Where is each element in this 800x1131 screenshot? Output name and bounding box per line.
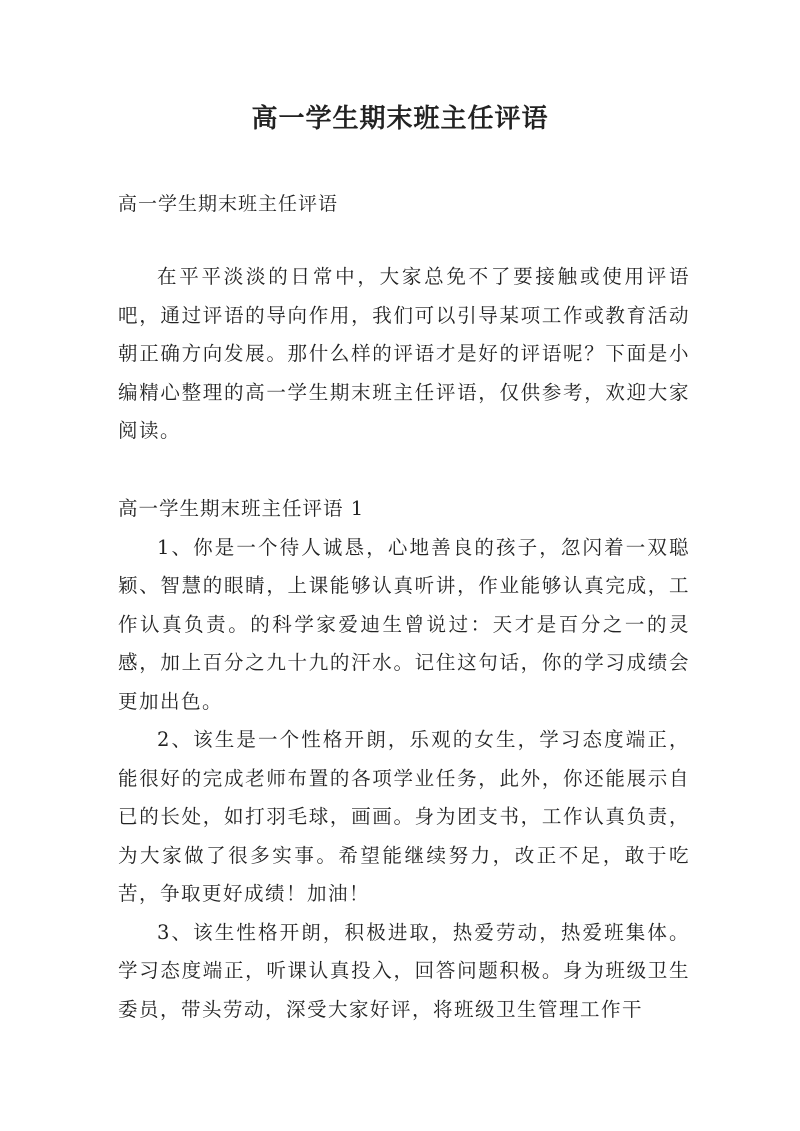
comment-paragraph-3: 3、该生性格开朗，积极进取，热爱劳动，热爱班集体。学习态度端正，听课认真投入，回答问题积极。身为班级卫生委员，带头劳动，深受大家好评，将班级卫生管理工作干 [118, 920, 690, 1021]
document-title: 高一学生期末班主任评语 [251, 104, 549, 134]
comment-paragraph-1: 1、你是一个待人诚恳，心地善良的孩子，忽闪着一双聪颖、智慧的眼睛，上课能够认真听讲，作业能够认真完成，工作认真负责。的科学家爱迪生曾说过：天才是百分之一的灵感，加上百分之九十九的汗水。记住这句话，你的学习成绩会更加出色。 [118, 535, 690, 713]
intro-block [118, 258, 690, 451]
document-subtitle: 高一学生期末班主任评语 [118, 193, 339, 215]
section-heading: 高一学生期末班主任评语 1 [118, 497, 365, 520]
comment-paragraph-2: 2、该生是一个性格开朗，乐观的女生，学习态度端正，能很好的完成老师布置的各项学业任务，此外，你还能展示自已的长处，如打羽毛球，画画。身为团支书，工作认真负责，为大家做了很多实事。希望能继续努力，改正不足，敢于吃苦，争取更好成绩！加油！ [118, 728, 690, 905]
comment-section [118, 490, 690, 1029]
intro-paragraph: 在平平淡淡的日常中，大家总免不了要接触或使用评语吧，通过评语的导向作用，我们可以引导某项工作或教育活动朝正确方向发展。那什么样的评语才是好的评语呢？下面是小编精心整理的高一学生期末班主任评语，仅供参考，欢迎大家阅读。 [118, 265, 690, 442]
